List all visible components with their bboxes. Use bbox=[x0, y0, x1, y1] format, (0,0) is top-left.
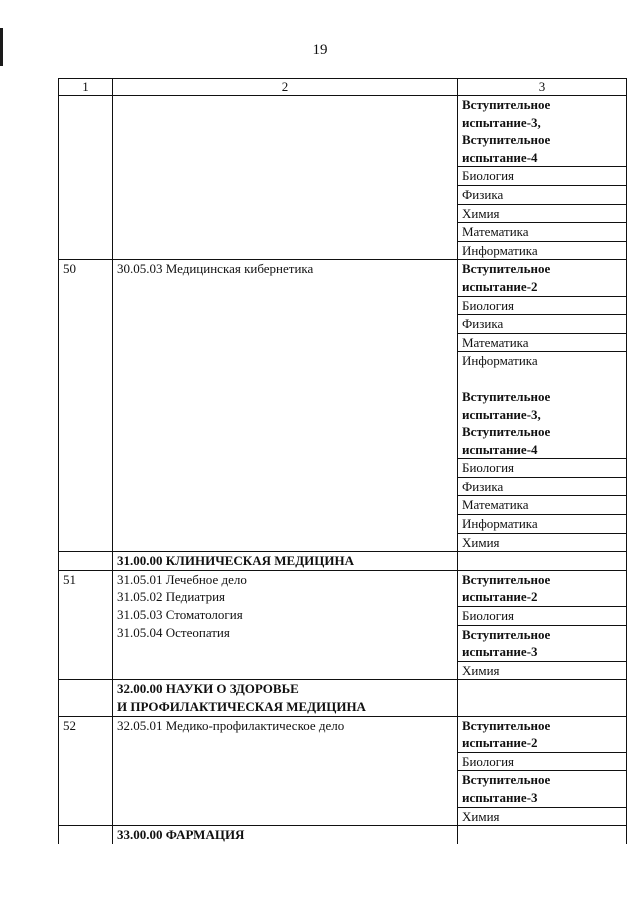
subject-physics: Физика bbox=[458, 315, 626, 334]
group-title: 32.00.00 НАУКИ О ЗДОРОВЬЕ И ПРОФИЛАКТИЧЕСКАЯ МЕДИЦИНА bbox=[113, 680, 458, 716]
exam-block-2: Вступительное испытание-2 bbox=[458, 260, 626, 296]
table-row-continued bbox=[59, 96, 627, 260]
row-number-cell: 50 bbox=[59, 260, 113, 552]
admission-tests-table bbox=[58, 78, 627, 844]
subject-physics: Физика bbox=[458, 478, 626, 497]
program-line: 31.05.04 Остеопатия bbox=[117, 624, 230, 640]
subject-chemistry: Химия bbox=[462, 534, 500, 550]
tests-cell bbox=[458, 260, 627, 552]
subject-biology: Биология bbox=[458, 167, 626, 186]
subject-biology: Биология bbox=[458, 753, 626, 772]
tests-cell bbox=[458, 552, 627, 571]
group-title: 33.00.00 ФАРМАЦИЯ bbox=[113, 826, 458, 844]
exam-block-3-4: Вступительное испытание-3, Вступительное испытание-4 bbox=[458, 96, 626, 167]
exam-block-3: Вступительное испытание-3 bbox=[458, 771, 626, 807]
tests-cell bbox=[458, 826, 627, 844]
blank-space bbox=[458, 370, 626, 388]
subject-biology: Биология bbox=[458, 607, 626, 626]
subject-chemistry: Химия bbox=[462, 808, 500, 824]
page-number: 19 bbox=[312, 42, 328, 58]
group-row-31 bbox=[59, 552, 627, 571]
row-number-cell bbox=[59, 680, 113, 716]
program-line: 31.05.03 Стоматология bbox=[117, 607, 243, 623]
exam-block-3: Вступительное испытание-3 bbox=[458, 626, 626, 662]
table-row-50 bbox=[59, 260, 627, 552]
tests-cell bbox=[458, 96, 627, 260]
group-row-33 bbox=[59, 826, 627, 844]
program-cell bbox=[113, 96, 458, 260]
header-col-3: 3 bbox=[458, 79, 627, 96]
header-col-2: 2 bbox=[113, 79, 458, 96]
subject-informatics: Информатика bbox=[462, 353, 538, 369]
program-line: 31.05.01 Лечебное дело bbox=[117, 571, 247, 587]
program-cell: 30.05.03 Медицинская кибернетика bbox=[113, 260, 458, 552]
table-header-row bbox=[59, 79, 627, 96]
subject-mathematics: Математика bbox=[458, 334, 626, 353]
exam-block-2: Вступительное испытание-2 bbox=[458, 571, 626, 607]
subject-informatics: Информатика bbox=[462, 242, 538, 258]
tests-cell bbox=[458, 716, 627, 826]
subject-mathematics: Математика bbox=[458, 223, 626, 242]
row-number-cell: 52 bbox=[59, 716, 113, 826]
row-number-cell bbox=[59, 96, 113, 260]
program-cell bbox=[113, 570, 458, 680]
table-row-52 bbox=[59, 716, 627, 826]
subject-physics: Физика bbox=[458, 186, 626, 205]
subject-biology: Биология bbox=[458, 459, 626, 478]
group-title: 31.00.00 КЛИНИЧЕСКАЯ МЕДИЦИНА bbox=[113, 552, 458, 571]
subject-biology: Биология bbox=[458, 297, 626, 316]
row-number-cell bbox=[59, 552, 113, 571]
tests-cell bbox=[458, 680, 627, 716]
exam-block-2: Вступительное испытание-2 bbox=[458, 717, 626, 753]
table-row-51 bbox=[59, 570, 627, 680]
header-col-1: 1 bbox=[59, 79, 113, 96]
subject-chemistry: Химия bbox=[458, 205, 626, 224]
row-number-cell bbox=[59, 826, 113, 844]
program-line: 31.05.02 Педиатрия bbox=[117, 589, 226, 605]
tests-cell bbox=[458, 570, 627, 680]
group-row-32 bbox=[59, 680, 627, 716]
subject-chemistry: Химия bbox=[462, 662, 500, 678]
row-number-cell: 51 bbox=[59, 570, 113, 680]
subject-informatics: Информатика bbox=[458, 515, 626, 534]
exam-block-3-4: Вступительное испытание-3, Вступительное испытание-4 bbox=[458, 388, 626, 459]
program-cell: 32.05.01 Медико-профилактическое дело bbox=[113, 716, 458, 826]
subject-mathematics: Математика bbox=[458, 496, 626, 515]
